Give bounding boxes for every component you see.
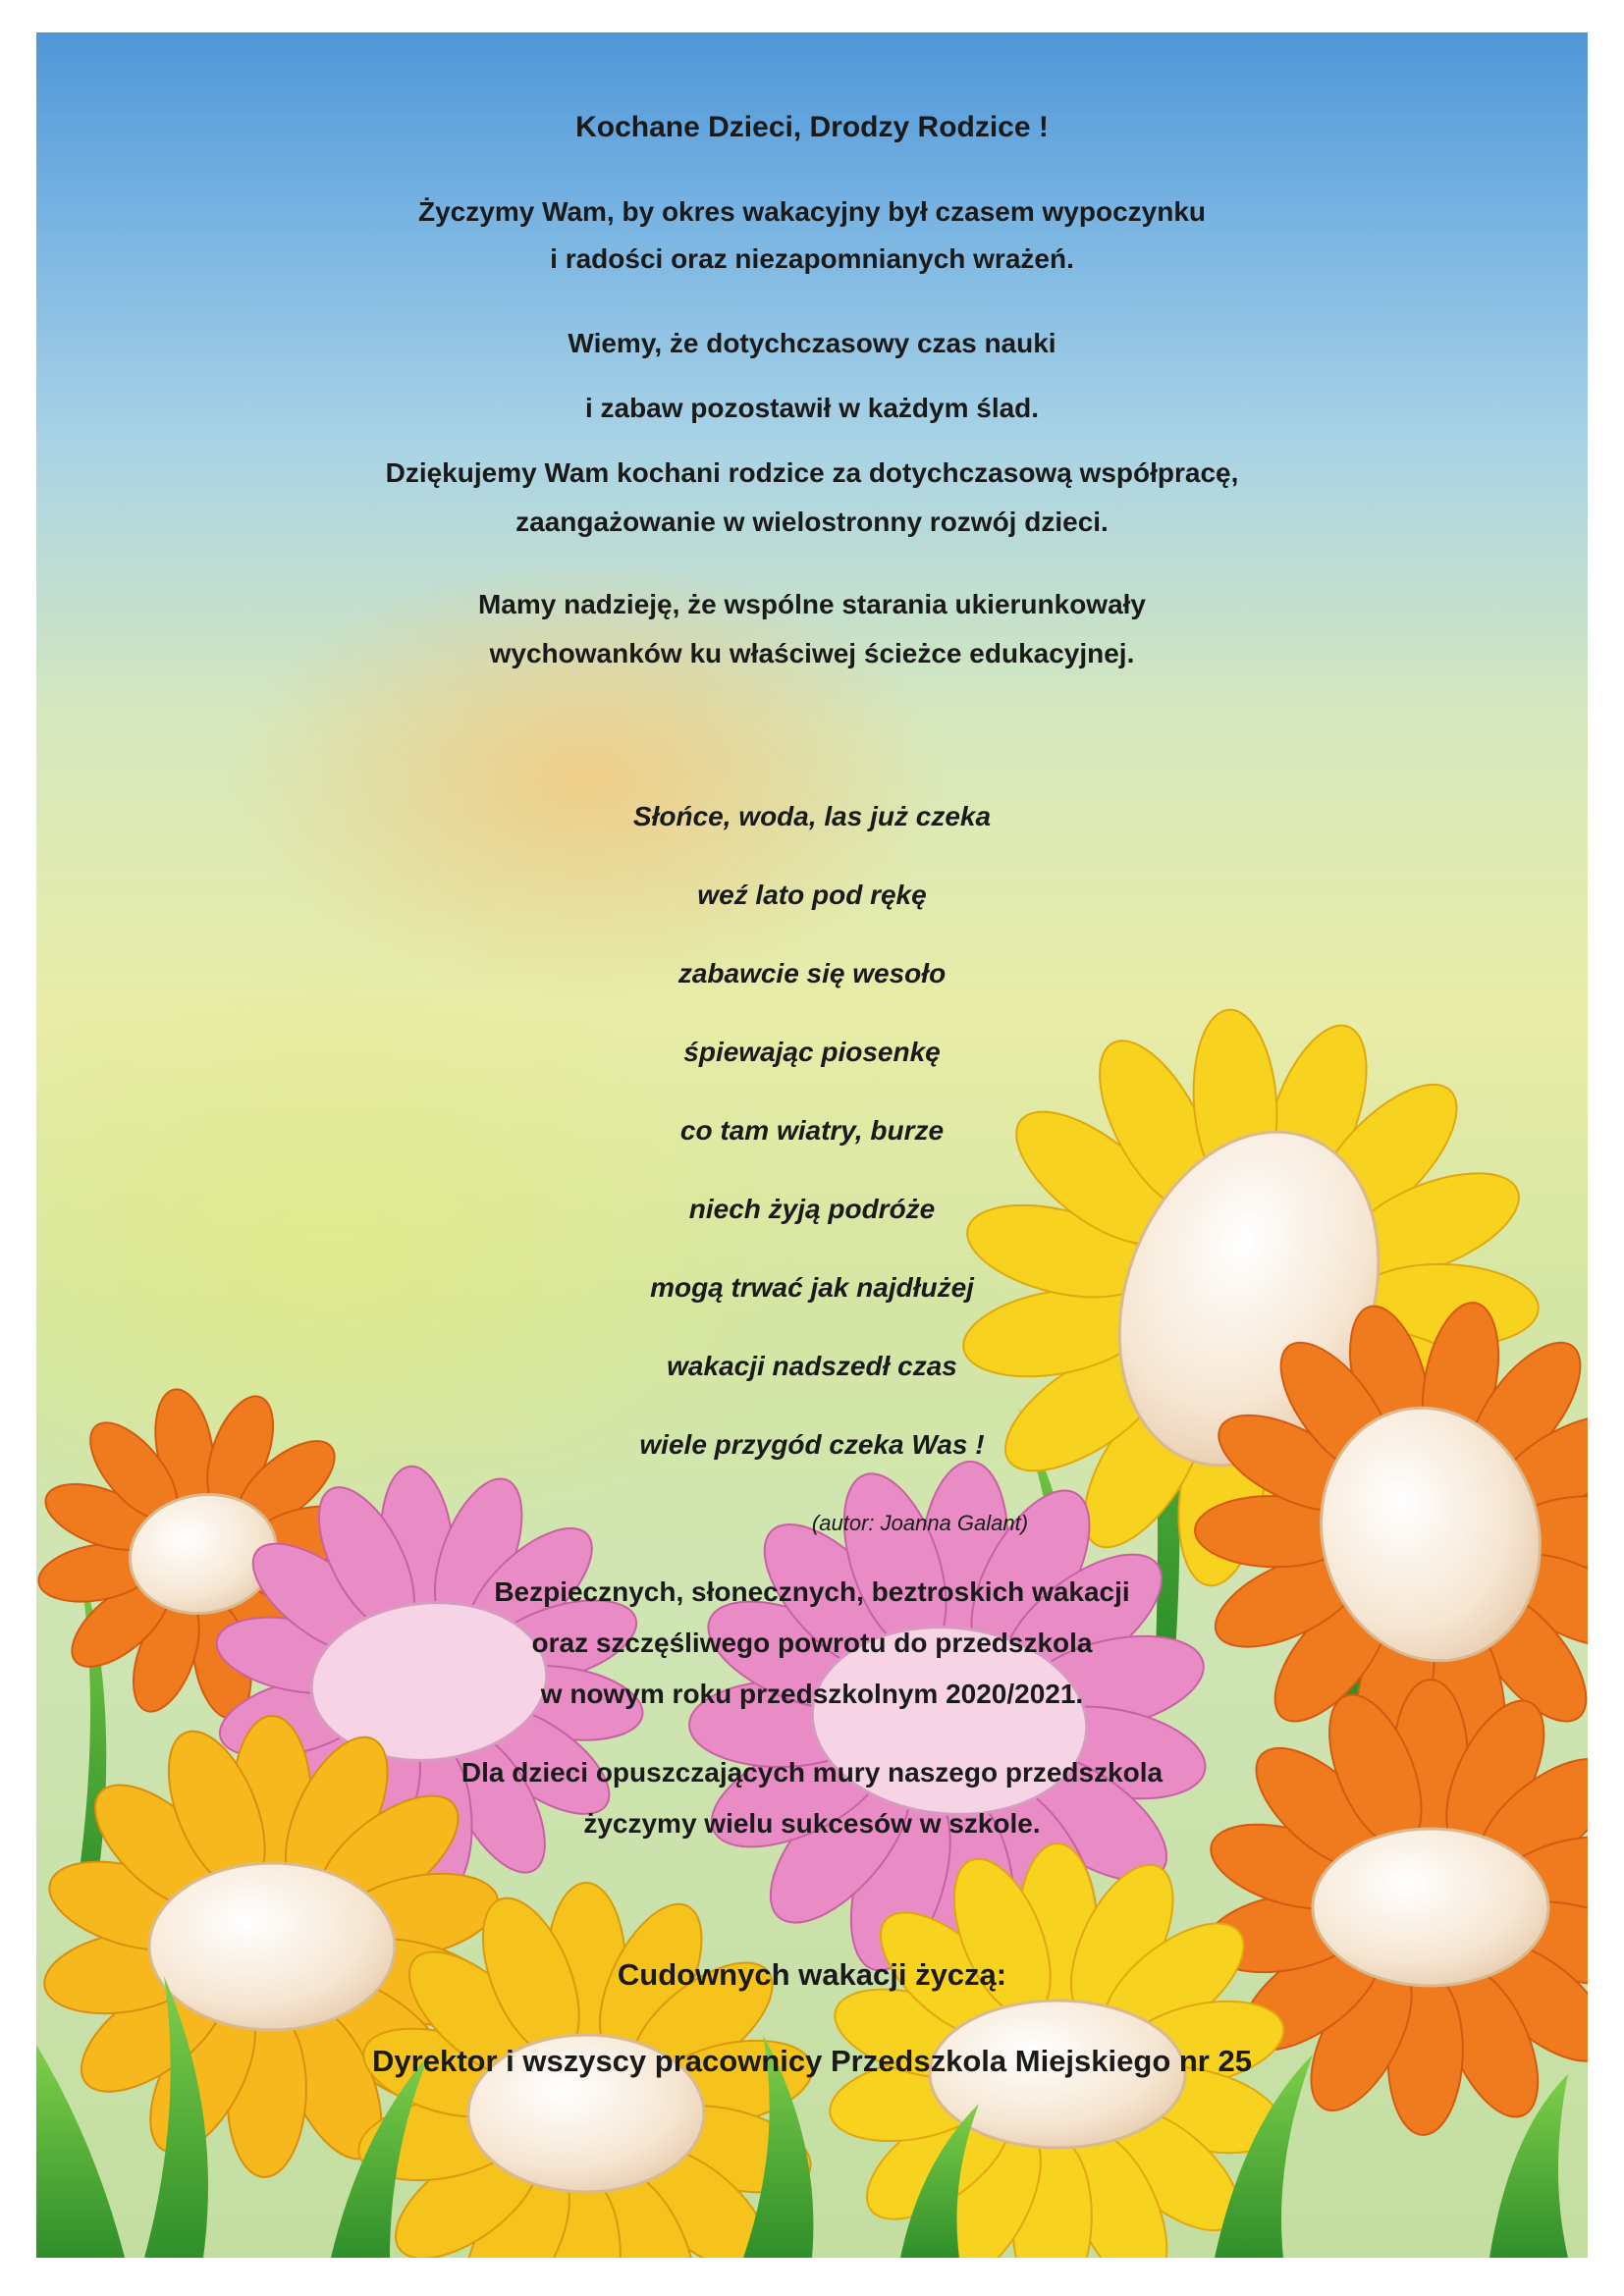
- wishes-line: Bezpiecznych, słonecznych, beztroskich wakacji: [494, 1576, 1130, 1607]
- closing-line: Cudownych wakacji życzą:: [617, 1957, 1007, 1992]
- poem-line: niech żyją podróże: [688, 1194, 936, 1224]
- greeting-heading: Kochane Dzieci, Drodzy Rodzice !: [575, 111, 1049, 143]
- wishes-line: oraz szczęśliwego powrotu do przedszkola: [531, 1628, 1093, 1658]
- poem-line: wakacji nadszedł czas: [667, 1351, 957, 1381]
- graduates-line: życzymy wielu sukcesów w szkole.: [583, 1808, 1041, 1839]
- poem-line: zabawcie się wesoło: [677, 958, 947, 988]
- graduates-line: Dla dzieci opuszczających mury naszego przedszkola: [460, 1757, 1164, 1788]
- paragraph-line: Dziękujemy Wam kochani rodzice za dotychczasową współpracę,: [385, 457, 1239, 488]
- paragraph-line: i radości oraz niezapomnianych wrażeń.: [550, 243, 1074, 274]
- poem-line: śpiewając piosenkę: [683, 1037, 941, 1067]
- poem-line: co tam wiatry, burze: [679, 1115, 945, 1146]
- poem-line: wiele przygód czeka Was !: [639, 1429, 985, 1460]
- poem-line: weź lato pod rękę: [697, 880, 927, 910]
- paragraph-line: i zabaw pozostawił w każdym ślad.: [584, 393, 1040, 423]
- paragraph-line: Wiemy, że dotychczasowy czas nauki: [568, 328, 1056, 358]
- signature-line: Dyrektor i wszyscy pracownicy Przedszkola Miejskiego nr 25: [372, 2044, 1252, 2078]
- paragraph-line: zaangażowanie w wielostronny rozwój dzieci.: [515, 507, 1109, 537]
- letter-page: [36, 32, 1588, 2258]
- paragraph-line: wychowanków ku właściwej ścieżce edukacyjnej.: [489, 638, 1135, 668]
- wishes-line: w nowym roku przedszkolnym 2020/2021.: [540, 1679, 1084, 1709]
- poem-line: mogą trwać jak najdłużej: [650, 1272, 974, 1303]
- poem-author: (autor: Joanna Galant): [811, 1511, 1029, 1535]
- poem-line: Słońce, woda, las już czeka: [632, 801, 992, 831]
- paragraph-line: Mamy nadzieję, że wspólne starania ukierunkowały: [477, 589, 1146, 619]
- paragraph-line: Życzymy Wam, by okres wakacyjny był czasem wypoczynku: [418, 196, 1206, 227]
